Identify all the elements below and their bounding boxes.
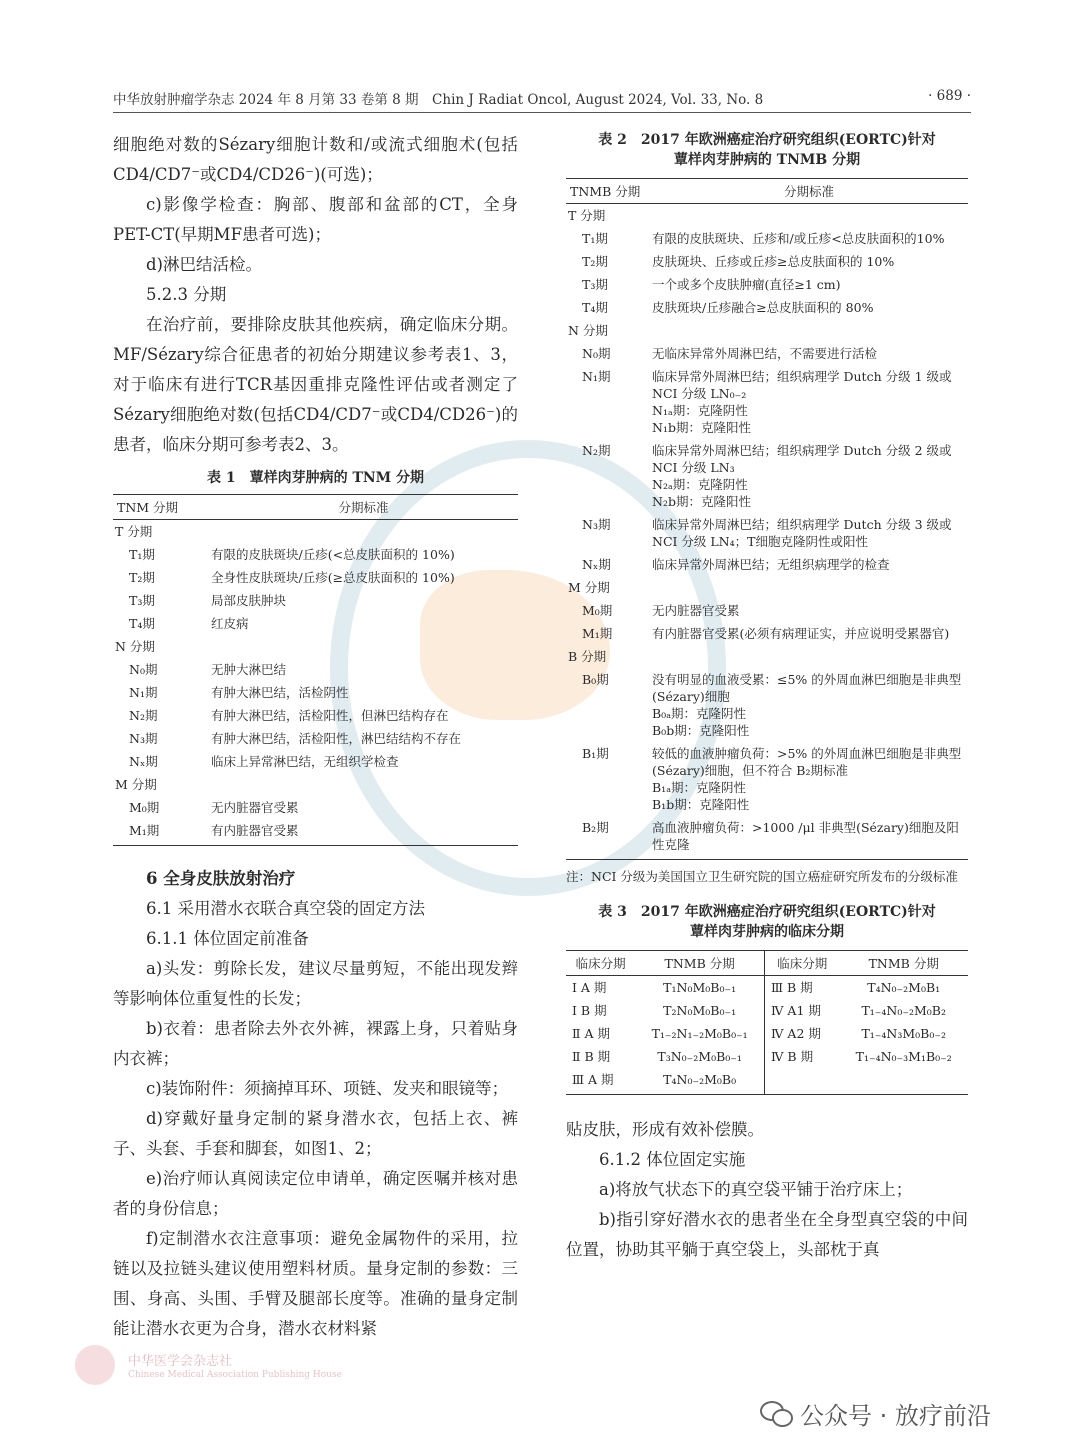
stage-label: N₃期 — [129, 731, 158, 746]
table-row — [113, 543, 518, 566]
table3-col-header: 临床分期 — [764, 951, 839, 976]
stage-criteria-text: 有限的皮肤斑块/丘疹(<总皮肤面积的 10%) — [211, 547, 455, 562]
stage-criteria-text: 有肿大淋巴结，活检阳性，淋巴结结构不存在 — [211, 731, 462, 746]
table3-col-header: TNMB 分期 — [839, 951, 968, 976]
stage-label: M₀期 — [129, 800, 160, 815]
stage-criteria — [209, 773, 518, 796]
wechat-icon — [760, 1399, 792, 1427]
stage-criteria-text: 高血液肿瘤负荷：>1000 /μl 非典型(Sézary)细胞及阳性克隆 — [652, 820, 959, 852]
stage-criteria-text: 无肿大淋巴结 — [211, 662, 287, 677]
table1-title: 表 1 蕈样肉芽肿病的 TNM 分期 — [206, 470, 425, 486]
stage-criteria — [650, 576, 968, 599]
right-column — [566, 130, 968, 1265]
stage-criteria — [209, 796, 518, 819]
stage-criteria-text: 局部皮肤肿块 — [211, 593, 287, 608]
publisher-name: 中华医学会杂志社 — [128, 1354, 233, 1369]
table-row — [113, 520, 518, 544]
stage-label: B₁期 — [582, 746, 609, 761]
stage-criteria — [650, 816, 968, 860]
stage-criteria — [650, 553, 968, 576]
stage-criteria — [650, 204, 968, 228]
stage-criteria-text: 红皮病 — [211, 616, 249, 631]
stage-criteria-text: 无内脏器官受累 — [652, 603, 740, 618]
substage-text: N₁ₐ期：克隆阴性 — [652, 403, 748, 418]
table-row — [566, 999, 968, 1022]
stage-criteria — [209, 612, 518, 635]
stage-criteria-text: 有内脏器官受累(必须有病理证实，并应说明受累器官) — [652, 626, 950, 641]
table2-title: 蕈样肉芽肿病的 TNMB 分期 — [673, 152, 861, 168]
table3-col-header: TNMB 分期 — [635, 951, 764, 976]
wechat-account-label: 公众号 · 放疗前沿 — [800, 1401, 991, 1430]
journal-citation: 中华放射肿瘤学杂志 2024 年 8 月第 33 卷第 8 期 Chin J Radiat Oncol, August 2024, Vol. 33, No. 8 — [113, 92, 764, 108]
stage-criteria-text: 临床异常外周淋巴结；组织病理学 Dutch 分级 3 级或 NCI 分级 LN₄；T细胞克隆阴性或阳性 — [652, 517, 952, 549]
stage-label: N₁期 — [582, 369, 611, 384]
table3 — [566, 950, 968, 1095]
table-row — [113, 750, 518, 773]
stage-criteria — [650, 668, 968, 742]
section-heading: 5.2.3 分期 — [146, 285, 227, 304]
stage-criteria — [209, 589, 518, 612]
stage-label: T₁期 — [582, 231, 608, 246]
table-row — [566, 296, 968, 319]
stage-criteria — [650, 227, 968, 250]
paragraph: b)指引穿好潜水衣的患者坐在全身型真空袋的中间位置，协助其平躺于真空袋上，头部枕于真 — [566, 1210, 968, 1259]
table-row — [566, 342, 968, 365]
clinical-stage-cell: Ⅱ A 期 — [572, 1026, 610, 1041]
table-row — [113, 566, 518, 589]
table-row — [566, 576, 968, 599]
tnmb-stage-cell: T₃N₀₋₂M₀B₀₋₁ — [635, 1045, 764, 1068]
stage-label: N₂期 — [582, 443, 611, 458]
stage-criteria — [209, 704, 518, 727]
section-heading: 6.1.1 体位固定前准备 — [146, 929, 309, 948]
stage-label: N₃期 — [582, 517, 611, 532]
table3-title: 表 3 2017 年欧洲癌症治疗研究组织(EORTC)针对 — [598, 904, 936, 920]
stage-criteria — [650, 250, 968, 273]
clinical-stage-cell: Ⅳ B 期 — [770, 1049, 814, 1064]
clinical-stage-cell: Ⅲ A 期 — [566, 1068, 635, 1095]
table2-col-header: TNMB 分期 — [566, 179, 650, 204]
stage-group-label: M 分期 — [568, 580, 610, 595]
table-row — [566, 816, 968, 860]
stage-label: N₂期 — [129, 708, 158, 723]
clinical-stage-cell — [764, 1068, 839, 1095]
stage-group-label: T 分期 — [115, 524, 153, 539]
stage-criteria-text: 皮肤斑块/丘疹融合≥总皮肤面积的 80% — [652, 300, 874, 315]
table-row — [566, 1068, 968, 1095]
stage-criteria — [209, 727, 518, 750]
section-heading: 6.1 采用潜水衣联合真空袋的固定方法 — [146, 899, 425, 918]
table-row — [566, 319, 968, 342]
tnmb-stage-cell — [839, 1068, 968, 1095]
clinical-stage-cell: Ⅰ A 期 — [572, 980, 607, 995]
stage-criteria — [209, 635, 518, 658]
paragraph: a)头发：剪除长发，建议尽量剪短，不能出现发辫等影响体位重复性的长发； — [113, 959, 518, 1008]
stage-criteria-text: 较低的血液肿瘤负荷：>5% 的外周血淋巴细胞是非典型(Sézary)细胞，但不符合 B₂期标准 — [652, 746, 962, 778]
paragraph: 细胞绝对数的Sézary细胞计数和/或流式细胞术(包括CD4/CD7⁻或CD4/CD26⁻)(可选)； — [113, 135, 518, 184]
tnmb-stage-cell: T₁N₀M₀B₀₋₁ — [635, 976, 764, 1000]
stage-criteria — [209, 566, 518, 589]
stage-criteria — [650, 342, 968, 365]
stage-label: B₂期 — [566, 816, 650, 860]
tnmb-stage-cell: T₄N₀₋₂M₀B₁ — [867, 980, 941, 995]
table3-col-header: 临床分期 — [566, 951, 635, 976]
stage-criteria — [650, 513, 968, 553]
stage-criteria-text: 没有明显的血液受累：≤5% 的外周血淋巴细胞是非典型(Sézary)细胞 — [652, 672, 962, 704]
table-row — [566, 645, 968, 668]
table-row — [113, 612, 518, 635]
table-row — [113, 704, 518, 727]
stage-criteria-text: 临床异常外周淋巴结；组织病理学 Dutch 分级 1 级或 NCI 分级 LN₀₋₂ — [652, 369, 952, 401]
table-row — [113, 635, 518, 658]
section-heading: 6.1.2 体位固定实施 — [599, 1150, 746, 1169]
stage-criteria-text: 皮肤斑块、丘疹或丘疹≥总皮肤面积的 10% — [652, 254, 895, 269]
clinical-stage-cell: Ⅳ A2 期 — [770, 1026, 821, 1041]
wechat-account[interactable] — [760, 1396, 991, 1430]
stage-criteria — [209, 520, 518, 544]
table-row — [113, 658, 518, 681]
table-row — [566, 250, 968, 273]
substage-text: N₂b期：克隆阳性 — [652, 494, 751, 509]
left-column — [113, 130, 518, 1344]
table2 — [566, 178, 968, 860]
stage-criteria — [650, 296, 968, 319]
tnmb-stage-cell: T₂N₀M₀B₀₋₁ — [635, 999, 764, 1022]
table-row — [113, 819, 518, 846]
stage-criteria — [209, 819, 518, 846]
stage-group-label: N 分期 — [115, 639, 155, 654]
table-row — [566, 204, 968, 228]
table-row — [566, 668, 968, 742]
paragraph: f)定制潜水衣注意事项：避免金属物件的采用，拉链以及拉链头建议使用塑料材质。量身定制的参数：三围、身高、头围、手臂及腿部长度等。准确的量身定制能让潜水衣更为合身，潜水衣材料紧 — [113, 1229, 518, 1338]
stage-group-label: B 分期 — [568, 649, 607, 664]
stage-criteria-text: 有肿大淋巴结，活检阳性，但淋巴结构存在 — [211, 708, 449, 723]
stage-criteria-text: 临床上异常淋巴结，无组织学检查 — [211, 754, 399, 769]
paragraph: c)影像学检查：胸部、腹部和盆部的CT，全身PET-CT(早期MF患者可选)； — [113, 195, 518, 244]
paragraph: d)淋巴结活检。 — [146, 255, 262, 274]
table-row — [113, 727, 518, 750]
stage-criteria-text: 临床异常外周淋巴结；组织病理学 Dutch 分级 2 级或 NCI 分级 LN₃ — [652, 443, 952, 475]
paragraph: c)装饰附件：须摘掉耳环、项链、发夹和眼镜等； — [146, 1079, 509, 1098]
stage-criteria-text: 一个或多个皮肤肿瘤(直径≥1 cm) — [652, 277, 841, 292]
stage-label: T₃期 — [129, 593, 155, 608]
table3-title: 蕈样肉芽肿病的临床分期 — [690, 924, 844, 940]
stage-criteria — [650, 742, 968, 816]
tnmb-stage-cell: T₁₋₄N₃M₀B₀₋₂ — [861, 1026, 946, 1041]
table-row — [113, 796, 518, 819]
stage-label: Nₓ期 — [129, 754, 158, 769]
stage-label: T₁期 — [129, 547, 155, 562]
table-row — [566, 439, 968, 513]
stage-criteria-text: 临床异常外周淋巴结；无组织病理学的检查 — [652, 557, 890, 572]
clinical-stage-cell: Ⅳ A1 期 — [770, 1003, 821, 1018]
tnmb-stage-cell: T₁₋₂N₁₋₂M₀B₀₋₁ — [635, 1022, 764, 1045]
stage-criteria — [209, 658, 518, 681]
paragraph: b)衣着：患者除去外衣外裤，裸露上身，只着贴身内衣裤； — [113, 1019, 518, 1068]
table-row — [113, 589, 518, 612]
stage-criteria — [650, 439, 968, 513]
table-row — [566, 365, 968, 439]
table-row — [566, 273, 968, 296]
table-row — [566, 553, 968, 576]
stage-criteria-text: 全身性皮肤斑块/丘疹(≥总皮肤面积的 10%) — [211, 570, 455, 585]
stage-label: M₁期 — [582, 626, 613, 641]
tnmb-stage-cell: T₁₋₄N₀₋₂M₀B₂ — [861, 1003, 946, 1018]
stage-label: N₀期 — [129, 662, 158, 677]
stage-criteria — [650, 622, 968, 645]
page-number: · 689 · — [928, 88, 971, 104]
stage-label: N₁期 — [129, 685, 158, 700]
stage-criteria — [650, 319, 968, 342]
stage-criteria — [650, 273, 968, 296]
paragraph: a)将放气状态下的真空袋平铺于治疗床上； — [599, 1180, 913, 1199]
table-row — [566, 1022, 968, 1045]
stage-label: T₄期 — [129, 616, 155, 631]
table-row — [566, 742, 968, 816]
stage-label: M₁期 — [113, 819, 209, 846]
stage-criteria-text: 有限的皮肤斑块、丘疹和/或丘疹<总皮肤面积的10% — [652, 231, 945, 246]
stage-criteria — [209, 543, 518, 566]
paragraph: e)治疗师认真阅读定位申请单，确定医嘱并核对患者的身份信息； — [113, 1169, 518, 1218]
table2-title: 表 2 2017 年欧洲癌症治疗研究组织(EORTC)针对 — [598, 132, 936, 148]
substage-text: B₁ₐ期：克隆阴性 — [652, 780, 747, 795]
table-row — [566, 622, 968, 645]
stage-group-label: M 分期 — [115, 777, 157, 792]
stage-label: T₂期 — [129, 570, 155, 585]
stage-criteria-text: 无内脏器官受累 — [211, 800, 299, 815]
stage-criteria — [650, 645, 968, 668]
stage-label: M₀期 — [582, 603, 613, 618]
substage-text: N₂ₐ期：克隆阴性 — [652, 477, 748, 492]
clinical-stage-cell: Ⅰ B 期 — [572, 1003, 607, 1018]
paragraph: 在治疗前，要排除皮肤其他疾病，确定临床分期。MF/Sézary综合征患者的初始分期建议参考表1、3，对于临床有进行TCR基因重排克隆性评估或者测定了Sézary细胞绝对数(包括CD4/CD7⁻或CD4/CD26⁻)的患者，临床分期可参考表2、3。 — [113, 315, 518, 454]
section-heading: 6 全身皮肤放射治疗 — [146, 869, 296, 888]
substage-text: N₁b期：克隆阳性 — [652, 420, 751, 435]
stage-criteria — [209, 750, 518, 773]
table-row — [566, 513, 968, 553]
substage-text: B₁b期：克隆阳性 — [652, 797, 750, 812]
table1 — [113, 494, 518, 846]
running-header — [113, 88, 971, 108]
table1-col-header: TNM 分期 — [113, 495, 209, 520]
stage-label: B₀期 — [582, 672, 609, 687]
stage-label: Nₓ期 — [582, 557, 611, 572]
stage-criteria-text: 无临床异常外周淋巴结，不需要进行活检 — [652, 346, 878, 361]
clinical-stage-cell: Ⅲ B 期 — [770, 980, 813, 995]
tnmb-stage-cell: T₄N₀₋₂M₀B₀ — [635, 1068, 764, 1095]
table-row — [113, 773, 518, 796]
table2-note: 注：NCI 分级为美国国立卫生研究院的国立癌症研究所发布的分级标准 — [566, 869, 958, 884]
table-row — [113, 681, 518, 704]
paragraph: d)穿戴好量身定制的紧身潜水衣，包括上衣、裤子、头套、手套和脚套，如图1、2； — [113, 1109, 518, 1158]
header-rule — [113, 112, 971, 113]
table2-col-header: 分期标准 — [650, 179, 968, 204]
substage-text: B₀b期：克隆阳性 — [652, 723, 750, 738]
clinical-stage-cell: Ⅱ B 期 — [572, 1049, 611, 1064]
tnmb-stage-cell: T₁₋₄N₀₋₃M₁B₀₋₂ — [855, 1049, 952, 1064]
stage-criteria-text: 有内脏器官受累 — [211, 823, 299, 838]
stage-label: T₃期 — [582, 277, 608, 292]
stage-label: T₄期 — [582, 300, 608, 315]
publisher-name-en: Chinese Medical Association Publishing House — [128, 1370, 342, 1380]
stage-criteria — [650, 599, 968, 622]
table-row — [566, 227, 968, 250]
paragraph: 贴皮肤，形成有效补偿膜。 — [566, 1120, 764, 1139]
table1-col-header: 分期标准 — [209, 495, 518, 520]
stage-criteria-text: 有肿大淋巴结，活检阴性 — [211, 685, 349, 700]
publisher-logo-icon — [75, 1345, 115, 1385]
stage-label: N₀期 — [582, 346, 611, 361]
stage-label: T₂期 — [582, 254, 608, 269]
stage-criteria — [650, 365, 968, 439]
table-row — [566, 976, 968, 1000]
stage-group-label: T 分期 — [568, 208, 606, 223]
stage-criteria — [209, 681, 518, 704]
stage-group-label: N 分期 — [568, 323, 608, 338]
table-row — [566, 599, 968, 622]
table-row — [566, 1045, 968, 1068]
substage-text: B₀ₐ期：克隆阴性 — [652, 706, 747, 721]
